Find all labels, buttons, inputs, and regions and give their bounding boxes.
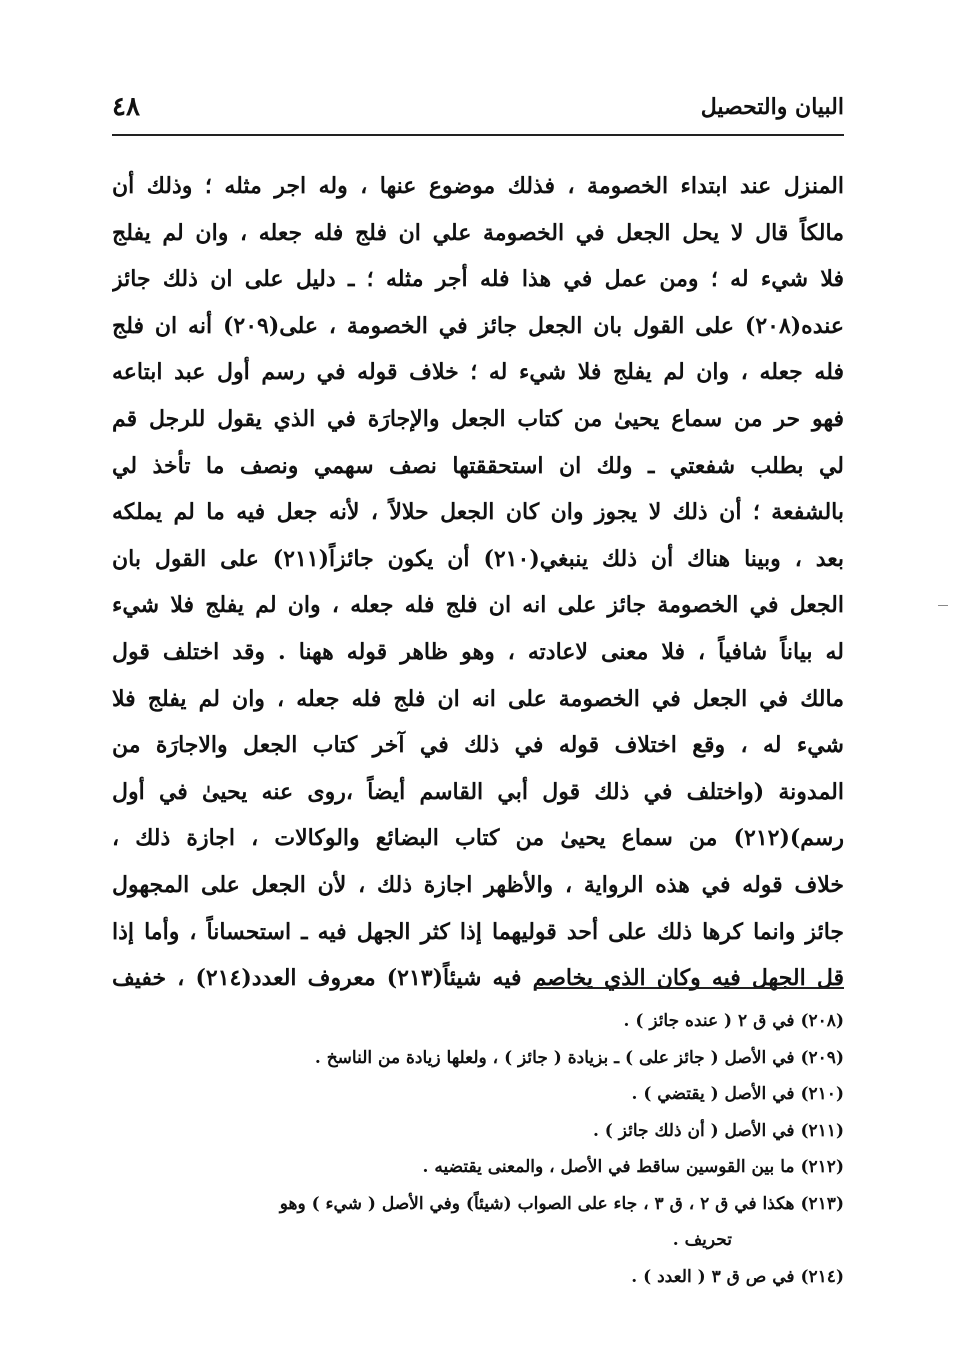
text-line: فله جعله ، وان لم يفلج فلا شيء له ؛ خلاف قوله في رسم أول عبد ابتاعه bbox=[112, 359, 844, 386]
text-line: فهو حر من سماع يحيىٰ من كتاب الجعل والإجارَة في الذي يقول للرجل قم bbox=[112, 405, 844, 432]
main-text bbox=[112, 163, 844, 1002]
text-line: قل الجهل فيه وكان الذي يخاصم فيه شيئاً(٢١٣) معروف العدد(٢١٤) ، خفيف bbox=[112, 965, 844, 992]
footnote-text: في الأصل ( أن ذلك جائز ) . bbox=[592, 1120, 795, 1141]
running-header bbox=[112, 90, 844, 130]
footnote-number: (٢١١) bbox=[800, 1120, 844, 1141]
text-line: جائز وانما كرها ذلك على أحد قوليهما إذا كثر الجهل فيه ـ استحساناً ، وأما إذا bbox=[112, 918, 844, 945]
running-title: البيان والتحصيل bbox=[700, 94, 844, 120]
footnote bbox=[112, 1113, 844, 1150]
footnote-continuation: تحريف . bbox=[672, 1230, 732, 1250]
footnotes bbox=[112, 1003, 844, 1295]
footnote-number: (٢٠٨) bbox=[800, 1011, 844, 1031]
text-line: بالشفعة ؛ أن ذلك لا يجوز وان كان الجعل حلالاً ، لأنه جعل فيه ما لم يملكه bbox=[112, 499, 844, 526]
text-line: بعد ، وبينا هناك أن ذلك ينبغي(٢١٠) أن يكون جائزاً(٢١١) على القول بان bbox=[112, 545, 844, 572]
footnote-number: (٢١٤) bbox=[800, 1266, 844, 1287]
text-line: رسم)(٢١٢) من سماع يحيىٰ من كتاب البضائع والوكالات ، اجازة ذلك ، bbox=[112, 825, 844, 852]
footnote-number: (٢١٠) bbox=[800, 1084, 844, 1104]
footnote bbox=[112, 1259, 844, 1296]
text-line: لي بطلب شفعتي ـ ولك ان استحققتها نصف سهمي ونصف ما تأخذ لي bbox=[112, 452, 844, 479]
footnote-number: (٢١٣) bbox=[800, 1193, 844, 1214]
footnote bbox=[112, 1149, 844, 1186]
footnote-number: (٢٠٩) bbox=[800, 1047, 844, 1068]
footnote bbox=[112, 1186, 844, 1223]
text-line: فلا شيء له ؛ ومن عمل في هذا فله أجر مثله ؛ ـ دليل على ان ذلك جائز bbox=[112, 266, 844, 293]
footnote-text: في ص ق ٣ ( العدد ) . bbox=[631, 1266, 795, 1287]
footnote bbox=[112, 1076, 844, 1113]
text-line: المنزل عند ابتداء الخصومة ، فذلك موضوع عنها ، وله اجر مثله ؛ وذلك أن bbox=[112, 173, 844, 199]
footnote-text: هكذا في ق ٢ ، ق ٣ ، جاء على الصواب (شيئاً) وفي الأصل ( شيء ) وهو bbox=[279, 1193, 795, 1214]
footnote-text: في الأصل ( يقتضي ) . bbox=[631, 1084, 795, 1104]
footnote bbox=[112, 1040, 844, 1077]
text-line: المدونة (واختلف في ذلك قول أبي القاسم أيضاً ،روى عنه يحيىٰ في أول bbox=[112, 778, 844, 805]
text-line: له بياناً شافياً ، فلا معنى لاعادته ، وهو ظاهر قوله ههنا . وقد اختلف قول bbox=[112, 638, 844, 665]
page-number: ٤٨ bbox=[112, 92, 140, 122]
footnote-number: (٢١٢) bbox=[800, 1157, 844, 1177]
header-divider bbox=[112, 134, 844, 136]
scan-artifact bbox=[938, 605, 948, 606]
text-line: مالكاً قال لا يحل الجعل في الخصومة علي ان فلج فله جعله ، وان لم يفلج bbox=[112, 219, 844, 246]
text-line: عنده(٢٠٨) على القول بان الجعل جائز في الخصومة ، على(٢٠٩) أنه ان فلج bbox=[112, 312, 844, 339]
text-line: خلاف قوله في هذه الرواية ، والأظهر اجازة ذلك ، لأن الجعل على المجهول bbox=[112, 871, 844, 898]
text-line: مالك في الجعل في الخصومة على انه ان فلج فله جعله ، وان لم يفلج فلا bbox=[112, 685, 844, 712]
footnote bbox=[112, 1003, 844, 1040]
text-line: شيء له ، وقع اختلاف قوله في ذلك في آخر كتاب الجعل والاجارَة من bbox=[112, 732, 844, 759]
text-line: الجعل في الخصومة جائز على انه ان فلج فله جعله ، وان لم يفلج فلا شيء bbox=[112, 592, 844, 619]
footnote-text: ما بين القوسين ساقط في الأصل ، والمعنى يقتضيه . bbox=[422, 1157, 795, 1177]
footnote-text: في ق ٢ ( عنده جائز ) . bbox=[623, 1011, 795, 1031]
footnote-text: في الأصل ( جائز على ) ـ بزيادة ( جائز ) ، ولعلها زيادة من الناسخ . bbox=[314, 1047, 795, 1068]
footnote-divider bbox=[535, 987, 844, 989]
